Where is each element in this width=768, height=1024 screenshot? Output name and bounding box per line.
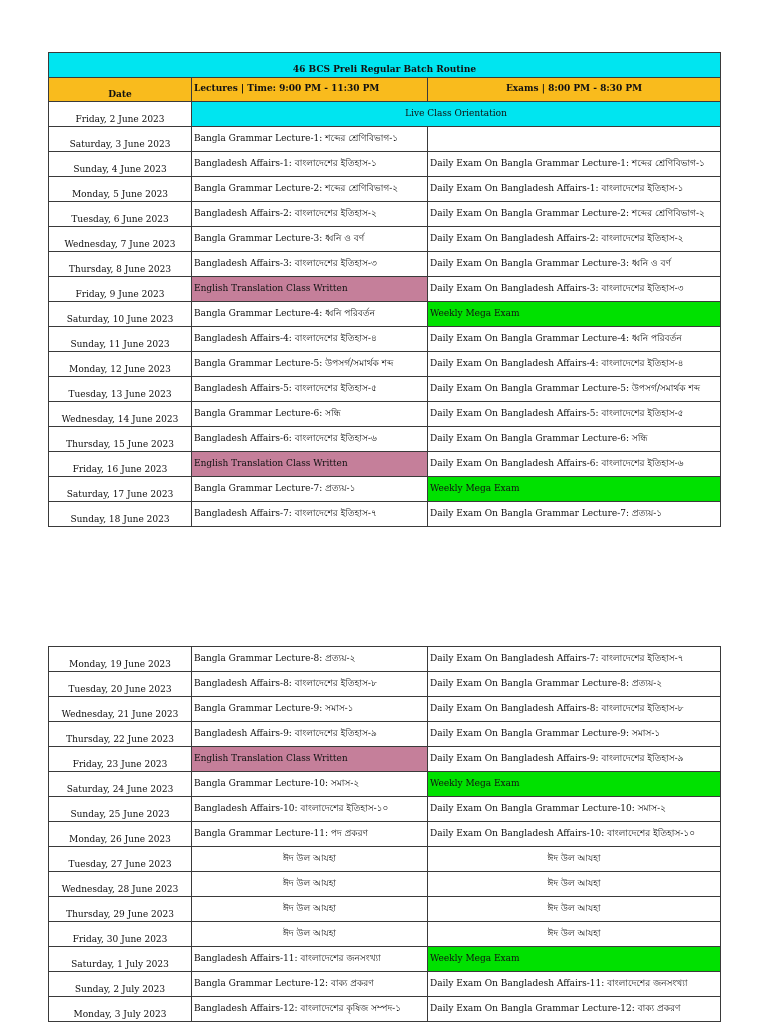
exam-cell: Daily Exam On Bangladesh Affairs-10: বাংলাদেশের ইতিহাস-১০ — [428, 822, 721, 847]
exams-column-header: Exams | 8:00 PM - 8:30 PM — [428, 78, 721, 102]
date-cell: Sunday, 2 July 2023 — [49, 972, 192, 997]
lecture-cell: ঈদ উল আযহা — [192, 872, 428, 897]
table-row — [49, 302, 721, 327]
routine-title: 46 BCS Preli Regular Batch Routine — [49, 53, 721, 78]
table-row — [49, 127, 721, 152]
exam-cell: Daily Exam On Bangladesh Affairs-11: বাংলাদেশের জনসংখ্যা — [428, 972, 721, 997]
table-row — [49, 947, 721, 972]
date-cell: Tuesday, 27 June 2023 — [49, 847, 192, 872]
lecture-cell: ঈদ উল আযহা — [192, 847, 428, 872]
date-cell: Wednesday, 28 June 2023 — [49, 872, 192, 897]
table-row — [49, 502, 721, 527]
date-column-header: Date — [49, 78, 192, 102]
date-cell: Tuesday, 6 June 2023 — [49, 202, 192, 227]
exam-cell: Daily Exam On Bangla Grammar Lecture-1: শব্দের শ্রেণিবিভাগ-১ — [428, 152, 721, 177]
lecture-cell: Bangladesh Affairs-10: বাংলাদেশের ইতিহাস-১০ — [192, 797, 428, 822]
routine-table-continued — [48, 646, 721, 1022]
table-row — [49, 402, 721, 427]
table-row — [49, 672, 721, 697]
table-row — [49, 277, 721, 302]
lecture-cell: Bangla Grammar Lecture-2: শব্দের শ্রেণিবিভাগ-২ — [192, 177, 428, 202]
table-row — [49, 452, 721, 477]
date-cell: Thursday, 22 June 2023 — [49, 722, 192, 747]
table-row — [49, 227, 721, 252]
exam-cell: Daily Exam On Bangla Grammar Lecture-4: ধ্বনি পরিবর্তন — [428, 327, 721, 352]
table-row — [49, 797, 721, 822]
date-cell: Saturday, 17 June 2023 — [49, 477, 192, 502]
table-row — [49, 427, 721, 452]
date-cell: Thursday, 15 June 2023 — [49, 427, 192, 452]
english-translation-class-cell: English Translation Class Written — [192, 277, 428, 302]
date-cell: Sunday, 4 June 2023 — [49, 152, 192, 177]
exam-cell — [428, 127, 721, 152]
date-cell: Sunday, 25 June 2023 — [49, 797, 192, 822]
date-cell: Monday, 26 June 2023 — [49, 822, 192, 847]
date-cell: Saturday, 1 July 2023 — [49, 947, 192, 972]
date-cell: Saturday, 10 June 2023 — [49, 302, 192, 327]
lectures-column-header: Lectures | Time: 9:00 PM - 11:30 PM — [192, 78, 428, 102]
routine-table-body — [49, 53, 721, 527]
date-cell: Saturday, 3 June 2023 — [49, 127, 192, 152]
lecture-cell: Bangla Grammar Lecture-10: সমাস-২ — [192, 772, 428, 797]
exam-cell: Daily Exam On Bangladesh Affairs-7: বাংলাদেশের ইতিহাস-৭ — [428, 647, 721, 672]
date-cell: Monday, 3 July 2023 — [49, 997, 192, 1022]
lecture-cell: Bangladesh Affairs-12: বাংলাদেশের কৃষিজ সম্পদ-১ — [192, 997, 428, 1022]
table-row — [49, 847, 721, 872]
table-row — [49, 747, 721, 772]
date-cell: Thursday, 8 June 2023 — [49, 252, 192, 277]
lecture-cell: Bangla Grammar Lecture-1: শব্দের শ্রেণিবিভাগ-১ — [192, 127, 428, 152]
table-row — [49, 722, 721, 747]
date-cell: Monday, 19 June 2023 — [49, 647, 192, 672]
lecture-cell: ঈদ উল আযহা — [192, 922, 428, 947]
exam-cell: Daily Exam On Bangladesh Affairs-4: বাংলাদেশের ইতিহাস-৪ — [428, 352, 721, 377]
exam-cell: Daily Exam On Bangla Grammar Lecture-5: উপসর্গ/সমার্থক শব্দ — [428, 377, 721, 402]
lecture-cell: Bangla Grammar Lecture-4: ধ্বনি পরিবর্তন — [192, 302, 428, 327]
exam-cell: Daily Exam On Bangla Grammar Lecture-2: শব্দের শ্রেণিবিভাগ-২ — [428, 202, 721, 227]
exam-cell: Daily Exam On Bangladesh Affairs-1: বাংলাদেশের ইতিহাস-১ — [428, 177, 721, 202]
lecture-cell: ঈদ উল আযহা — [192, 897, 428, 922]
date-cell: Friday, 9 June 2023 — [49, 277, 192, 302]
table-row — [49, 202, 721, 227]
date-cell: Friday, 30 June 2023 — [49, 922, 192, 947]
exam-cell: Daily Exam On Bangla Grammar Lecture-10: সমাস-২ — [428, 797, 721, 822]
exam-cell: Daily Exam On Bangladesh Affairs-8: বাংলাদেশের ইতিহাস-৮ — [428, 697, 721, 722]
exam-cell: Daily Exam On Bangla Grammar Lecture-3: ধ্বনি ও বর্ণ — [428, 252, 721, 277]
exam-cell: Daily Exam On Bangladesh Affairs-5: বাংলাদেশের ইতিহাস-৫ — [428, 402, 721, 427]
table-row — [49, 922, 721, 947]
date-cell: Sunday, 11 June 2023 — [49, 327, 192, 352]
date-cell: Monday, 12 June 2023 — [49, 352, 192, 377]
table-row — [49, 152, 721, 177]
table-row — [49, 102, 721, 127]
routine-table-body — [49, 647, 721, 1022]
table-row — [49, 177, 721, 202]
exam-cell: ঈদ উল আযহা — [428, 872, 721, 897]
table-row — [49, 477, 721, 502]
table-row — [49, 972, 721, 997]
lecture-cell: Bangladesh Affairs-5: বাংলাদেশের ইতিহাস-৫ — [192, 377, 428, 402]
weekly-mega-exam-cell: Weekly Mega Exam — [428, 302, 721, 327]
lecture-cell: Bangla Grammar Lecture-8: প্রত্যয়-২ — [192, 647, 428, 672]
lecture-cell: Bangladesh Affairs-6: বাংলাদেশের ইতিহাস-৬ — [192, 427, 428, 452]
weekly-mega-exam-cell: Weekly Mega Exam — [428, 947, 721, 972]
table-row — [49, 872, 721, 897]
lecture-cell: Bangladesh Affairs-2: বাংলাদেশের ইতিহাস-২ — [192, 202, 428, 227]
exam-cell: Daily Exam On Bangla Grammar Lecture-12: বাক্য প্রকরণ — [428, 997, 721, 1022]
lecture-cell: Bangladesh Affairs-9: বাংলাদেশের ইতিহাস-৯ — [192, 722, 428, 747]
weekly-mega-exam-cell: Weekly Mega Exam — [428, 772, 721, 797]
exam-cell: Daily Exam On Bangladesh Affairs-9: বাংলাদেশের ইতিহাস-৯ — [428, 747, 721, 772]
lecture-cell: Bangladesh Affairs-11: বাংলাদেশের জনসংখ্যা — [192, 947, 428, 972]
exam-cell: Daily Exam On Bangladesh Affairs-3: বাংলাদেশের ইতিহাস-৩ — [428, 277, 721, 302]
table-row — [49, 327, 721, 352]
lecture-cell: Bangladesh Affairs-1: বাংলাদেশের ইতিহাস-১ — [192, 152, 428, 177]
exam-cell: Daily Exam On Bangla Grammar Lecture-6: সন্ধি — [428, 427, 721, 452]
lecture-cell: Bangladesh Affairs-8: বাংলাদেশের ইতিহাস-৮ — [192, 672, 428, 697]
date-cell: Tuesday, 13 June 2023 — [49, 377, 192, 402]
orientation-cell: Live Class Orientation — [192, 102, 721, 127]
date-cell: Thursday, 29 June 2023 — [49, 897, 192, 922]
table-row — [49, 377, 721, 402]
date-cell: Wednesday, 21 June 2023 — [49, 697, 192, 722]
date-cell: Friday, 16 June 2023 — [49, 452, 192, 477]
table-row — [49, 252, 721, 277]
exam-cell: ঈদ উল আযহা — [428, 922, 721, 947]
lecture-cell: Bangla Grammar Lecture-12: বাক্য প্রকরণ — [192, 972, 428, 997]
table-row — [49, 697, 721, 722]
lecture-cell: Bangla Grammar Lecture-7: প্রত্যয়-১ — [192, 477, 428, 502]
exam-cell: Daily Exam On Bangla Grammar Lecture-9: সমাস-১ — [428, 722, 721, 747]
table-row — [49, 647, 721, 672]
exam-cell: Daily Exam On Bangladesh Affairs-6: বাংলাদেশের ইতিহাস-৬ — [428, 452, 721, 477]
exam-cell: ঈদ উল আযহা — [428, 847, 721, 872]
table-row — [49, 352, 721, 377]
table-row — [49, 772, 721, 797]
exam-cell: ঈদ উল আযহা — [428, 897, 721, 922]
date-cell: Monday, 5 June 2023 — [49, 177, 192, 202]
table-row — [49, 822, 721, 847]
exam-cell: Daily Exam On Bangladesh Affairs-2: বাংলাদেশের ইতিহাস-২ — [428, 227, 721, 252]
lecture-cell: Bangladesh Affairs-7: বাংলাদেশের ইতিহাস-৭ — [192, 502, 428, 527]
header-row — [49, 78, 721, 102]
lecture-cell: Bangla Grammar Lecture-11: পদ প্রকরণ — [192, 822, 428, 847]
table-row — [49, 997, 721, 1022]
exam-cell: Daily Exam On Bangla Grammar Lecture-8: প্রত্যয়-২ — [428, 672, 721, 697]
date-cell: Tuesday, 20 June 2023 — [49, 672, 192, 697]
weekly-mega-exam-cell: Weekly Mega Exam — [428, 477, 721, 502]
date-cell: Saturday, 24 June 2023 — [49, 772, 192, 797]
lecture-cell: Bangla Grammar Lecture-9: সমাস-১ — [192, 697, 428, 722]
title-row — [49, 53, 721, 78]
date-cell: Friday, 2 June 2023 — [49, 102, 192, 127]
lecture-cell: Bangla Grammar Lecture-6: সন্ধি — [192, 402, 428, 427]
english-translation-class-cell: English Translation Class Written — [192, 452, 428, 477]
date-cell: Wednesday, 14 June 2023 — [49, 402, 192, 427]
lecture-cell: Bangla Grammar Lecture-5: উপসর্গ/সমার্থক শব্দ — [192, 352, 428, 377]
table-row — [49, 897, 721, 922]
date-cell: Wednesday, 7 June 2023 — [49, 227, 192, 252]
lecture-cell: Bangladesh Affairs-4: বাংলাদেশের ইতিহাস-৪ — [192, 327, 428, 352]
routine-table-week-1-3 — [48, 52, 721, 527]
english-translation-class-cell: English Translation Class Written — [192, 747, 428, 772]
exam-cell: Daily Exam On Bangla Grammar Lecture-7: প্রত্যয়-১ — [428, 502, 721, 527]
date-cell: Sunday, 18 June 2023 — [49, 502, 192, 527]
lecture-cell: Bangladesh Affairs-3: বাংলাদেশের ইতিহাস-৩ — [192, 252, 428, 277]
date-cell: Friday, 23 June 2023 — [49, 747, 192, 772]
lecture-cell: Bangla Grammar Lecture-3: ধ্বনি ও বর্ণ — [192, 227, 428, 252]
